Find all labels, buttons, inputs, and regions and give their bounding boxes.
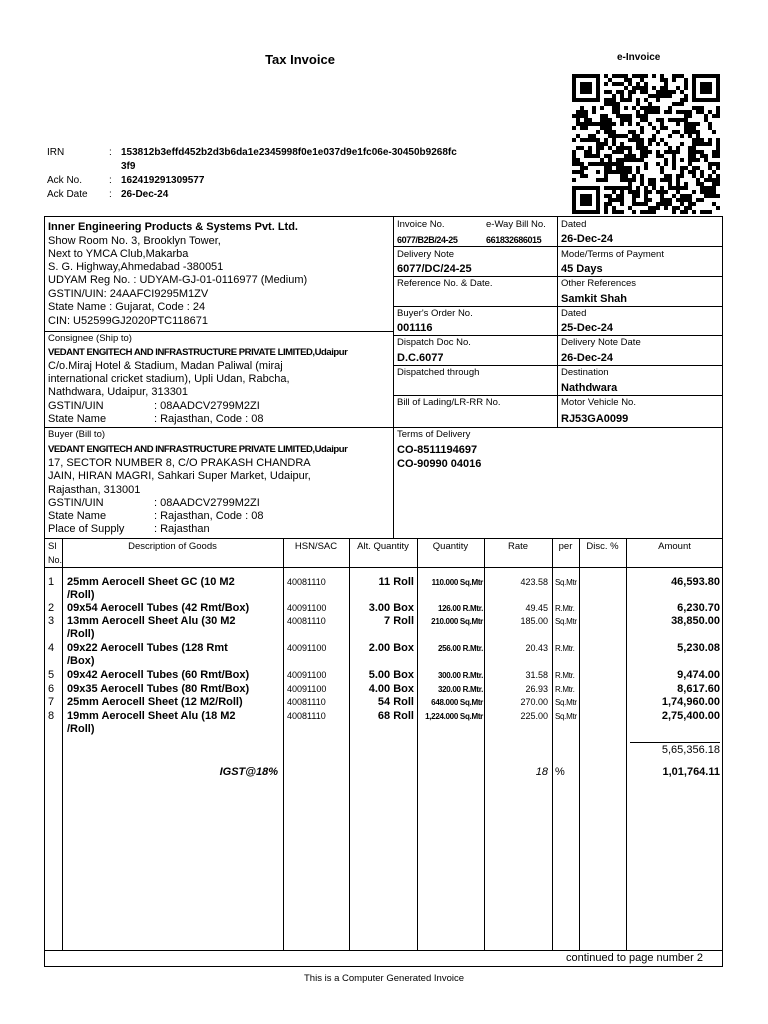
eway-label: e-Way Bill No. [486,219,546,230]
eway-no: 661832686015 [486,235,542,245]
cell-hsn: 40081110 [287,577,326,587]
cell-amount: 5,230.08 [677,642,720,654]
cell-sl: 1 [48,576,55,588]
col-header-no: No. [48,555,63,565]
consignee-heading: Consignee (Ship to) [48,333,132,344]
col-line [62,538,63,950]
cell-hsn: 40091100 [287,670,327,680]
table-header-line [44,567,723,568]
cell-per: R.Mtr. [555,671,575,680]
tax-rate: 18 [535,766,548,778]
cell-sl: 4 [48,642,55,654]
ack-date-label: Ack Date [47,189,88,200]
dated2-value: 25-Dec-24 [561,322,613,334]
bill-of-lading-label: Bill of Lading/LR-RR No. [397,397,501,408]
cell-per: R.Mtr. [555,685,575,694]
qr-code-icon [572,74,720,214]
irn-block [47,146,461,202]
einvoice-label: e-Invoice [617,52,661,63]
consignee-gstin-value: : 08AADCV2799M2ZI [154,400,260,412]
cell-sl: 6 [48,683,55,695]
cell-alt-qty: 68 Roll [377,710,414,722]
cell-amount: 8,617.60 [677,683,720,695]
computer-generated-note: This is a Computer Generated Invoice [304,973,464,984]
cell-hsn: 40091100 [287,684,327,694]
cell-description-cont: /Roll) [67,589,95,601]
col-line [349,538,350,950]
ack-no-sep: : [109,175,112,186]
motor-vehicle-label: Motor Vehicle No. [561,397,636,408]
cell-description-cont: /Roll) [67,628,95,640]
destination-label: Destination [561,367,609,378]
dated-value: 26-Dec-24 [561,233,613,245]
upper-divider [393,216,394,538]
mode-terms: 45 Days [561,263,603,275]
seller-line: Show Room No. 3, Brooklyn Tower, [48,235,221,247]
cell-sl: 7 [48,696,55,708]
dated-label: Dated [561,219,587,230]
subtotal: 5,65,356.18 [661,744,720,756]
col-line [579,538,580,950]
dispatch-doc: D.C.6077 [397,352,444,364]
cell-description: 09x35 Aerocell Tubes (80 Rmt/Box) [67,683,250,695]
ack-date-sep: : [109,189,112,200]
terms-delivery-line: CO-8511194697 [397,444,478,456]
buyer-order: 001116 [397,322,433,334]
cell-alt-qty: 3.00 Box [368,602,414,614]
cell-qty: 110.000 Sq.Mtr [431,578,483,587]
ack-no-value: 162419291309577 [121,175,205,186]
col-line [417,538,418,950]
cell-alt-qty: 7 Roll [384,615,414,627]
col-header-qty: Quantity [432,541,469,552]
col-line [484,538,485,950]
cell-hsn: 40091100 [287,603,327,613]
page-title: Tax Invoice [265,52,335,67]
col-header-disc: Disc. % [586,541,619,552]
consignee-line: international cricket stadium), Upli Udan, Rabcha, [48,373,290,385]
seller-line: S. G. Highway,Ahmedabad -380051 [48,261,224,273]
buyer-line: JAIN, HIRAN MAGRI, Sahkari Super Market, Udaipur, [48,470,311,482]
dated2-label: Dated [561,308,587,319]
irn-label: IRN [47,147,65,158]
cell-per: Sq.Mtr [555,578,577,587]
seller-line: Next to YMCA Club,Makarba [48,248,189,260]
tax-label: IGST@18% [219,766,278,778]
dispatched-through-label: Dispatched through [397,367,480,378]
cell-qty: 320.00 R.Mtr. [437,685,483,694]
cell-sl: 2 [48,602,55,614]
buyer-pos-value: : Rajasthan [154,523,210,535]
buyer-state-value: : Rajasthan, Code : 08 [154,510,264,522]
seller-line: GSTIN/UIN: 24AAFCI9295M1ZV [48,288,209,300]
cell-per: Sq.Mtr [555,617,577,626]
cell-alt-qty: 4.00 Box [368,683,414,695]
seller-name: Inner Engineering Products & Systems Pvt. Ltd. [48,221,298,233]
buyer-gstin-value: : 08AADCV2799M2ZI [154,497,260,509]
mode-terms-label: Mode/Terms of Payment [561,249,664,260]
cell-description: 09x42 Aerocell Tubes (60 Rmt/Box) [67,669,250,681]
cell-description: 19mm Aerocell Sheet Alu (18 M2 [67,710,236,722]
cell-alt-qty: 11 Roll [378,576,414,588]
cell-qty: 648.000 Sq.Mtr [431,698,483,707]
invoice-frame [44,216,723,967]
seller-line: UDYAM Reg No. : UDYAM-GJ-01-0116977 (Medium) [48,274,308,286]
cell-description: 09x54 Aerocell Tubes (42 Rmt/Box) [67,602,250,614]
cell-per: Sq.Mtr [555,712,577,721]
cell-qty: 256.00 R.Mtr. [437,644,483,653]
cell-per: R.Mtr. [555,604,575,613]
cell-description-cont: /Roll) [67,723,95,735]
cell-amount: 1,74,960.00 [661,696,720,708]
col-header-alt-qty: Alt. Quantity [357,541,409,552]
destination: Nathdwara [561,382,618,394]
buyer-pos-label: Place of Supply [48,523,125,535]
cell-sl: 8 [48,710,55,722]
cell-rate: 185.00 [520,616,548,626]
table-bottom-line [44,950,723,951]
consignee-state-value: : Rajasthan, Code : 08 [154,413,264,425]
cell-description: 13mm Aerocell Sheet Alu (30 M2 [67,615,236,627]
other-ref-label: Other References [561,278,636,289]
cell-qty: 1,224.000 Sq.Mtr [425,712,483,721]
details-divider [557,216,558,428]
col-header-hsn: HSN/SAC [294,541,338,552]
cell-alt-qty: 2.00 Box [368,642,414,654]
cell-rate: 26.93 [525,684,548,694]
cell-hsn: 40081110 [287,616,326,626]
cell-amount: 9,474.00 [677,669,720,681]
cell-hsn: 40081110 [287,711,326,721]
delivery-note-date: 26-Dec-24 [561,352,613,364]
buyer-state-label: State Name [48,510,107,522]
cell-per: Sq.Mtr [555,698,577,707]
cell-qty: 126.00 R.Mtr. [437,604,483,613]
col-header-per: per [558,541,573,552]
col-header-sl: Sl [48,541,57,552]
cell-rate: 423.58 [520,577,548,587]
cell-qty: 210.000 Sq.Mtr [431,617,483,626]
continued-note: continued to page number 2 [566,952,703,964]
consignee-name: VEDANT ENGITECH AND INFRASTRUCTURE PRIVATE LIMITED,Udaipur [48,347,348,358]
cell-rate: 49.45 [525,603,548,613]
cell-alt-qty: 54 Roll [377,696,414,708]
cell-rate: 20.43 [525,643,548,653]
buyer-line: 17, SECTOR NUMBER 8, C/O PRAKASH CHANDRA [48,457,311,469]
cell-qty: 300.00 R.Mtr. [437,671,483,680]
col-line [283,538,284,950]
delivery-note-label: Delivery Note [397,249,455,260]
seller-line: State Name : Gujarat, Code : 24 [48,301,206,313]
tax-amount: 1,01,764.11 [662,766,720,778]
buyer-gstin-label: GSTIN/UIN [48,497,104,509]
terms-delivery-label: Terms of Delivery [397,429,471,440]
table-top-line [44,538,723,539]
other-ref: Samkit Shah [561,293,628,305]
buyer-name: VEDANT ENGITECH AND INFRASTRUCTURE PRIVATE LIMITED,Udaipur [48,444,348,455]
cell-rate: 270.00 [520,697,548,707]
cell-description-cont: /Box) [67,655,95,667]
invoice-no: 6077/B2B/24-25 [397,235,458,245]
seller-line: CIN: U52599GJ2020PTC118671 [48,315,209,327]
delivery-note-date-label: Delivery Note Date [561,337,641,348]
ack-no-label: Ack No. [47,175,83,186]
dispatch-doc-label: Dispatch Doc No. [397,337,471,348]
col-line [552,538,553,950]
cell-amount: 38,850.00 [671,615,720,627]
cell-sl: 5 [48,669,55,681]
cell-hsn: 40091100 [287,643,327,653]
buyer-line: Rajasthan, 313001 [48,484,141,496]
delivery-note: 6077/DC/24-25 [397,263,472,275]
col-header-rate: Rate [507,541,529,552]
col-header-amount: Amount [658,541,691,552]
terms-delivery-line: CO-90990 04016 [397,458,482,470]
buyer-heading: Buyer (Bill to) [48,429,106,440]
motor-vehicle: RJ53GA0099 [561,413,629,425]
cell-amount: 2,75,400.00 [661,710,720,722]
cell-alt-qty: 5.00 Box [368,669,414,681]
subtotal-line [630,742,720,743]
consignee-gstin-label: GSTIN/UIN [48,400,104,412]
cell-description: 25mm Aerocell Sheet GC (10 M2 [67,576,235,588]
reference-label: Reference No. & Date. [397,278,493,289]
col-header-desc: Description of Goods [128,541,217,552]
ack-date-value: 26-Dec-24 [121,189,169,200]
cell-rate: 31.58 [525,670,548,680]
cell-rate: 225.00 [520,711,548,721]
tax-per: % [555,766,565,778]
cell-description: 09x22 Aerocell Tubes (128 Rmt [67,642,228,654]
cell-per: R.Mtr. [555,644,575,653]
invoice-no-label: Invoice No. [397,219,445,230]
cell-description: 25mm Aerocell Sheet (12 M2/Roll) [67,696,243,708]
cell-hsn: 40081110 [287,697,326,707]
irn-sep: : [109,147,112,158]
cell-amount: 46,593.80 [671,576,720,588]
cell-amount: 6,230.70 [677,602,720,614]
consignee-line: Nathdwara, Udaipur, 313301 [48,386,189,398]
consignee-line: C/o.Miraj Hotel & Stadium, Madan Paliwal (miraj [48,360,283,372]
cell-sl: 3 [48,615,55,627]
consignee-state-label: State Name [48,413,107,425]
buyer-order-label: Buyer's Order No. [397,308,473,319]
irn-value: 153812b3effd452b2d3b6da1e2345998f0e1e037d9e1fc06e-30450b9268fc3f9 [121,147,457,172]
